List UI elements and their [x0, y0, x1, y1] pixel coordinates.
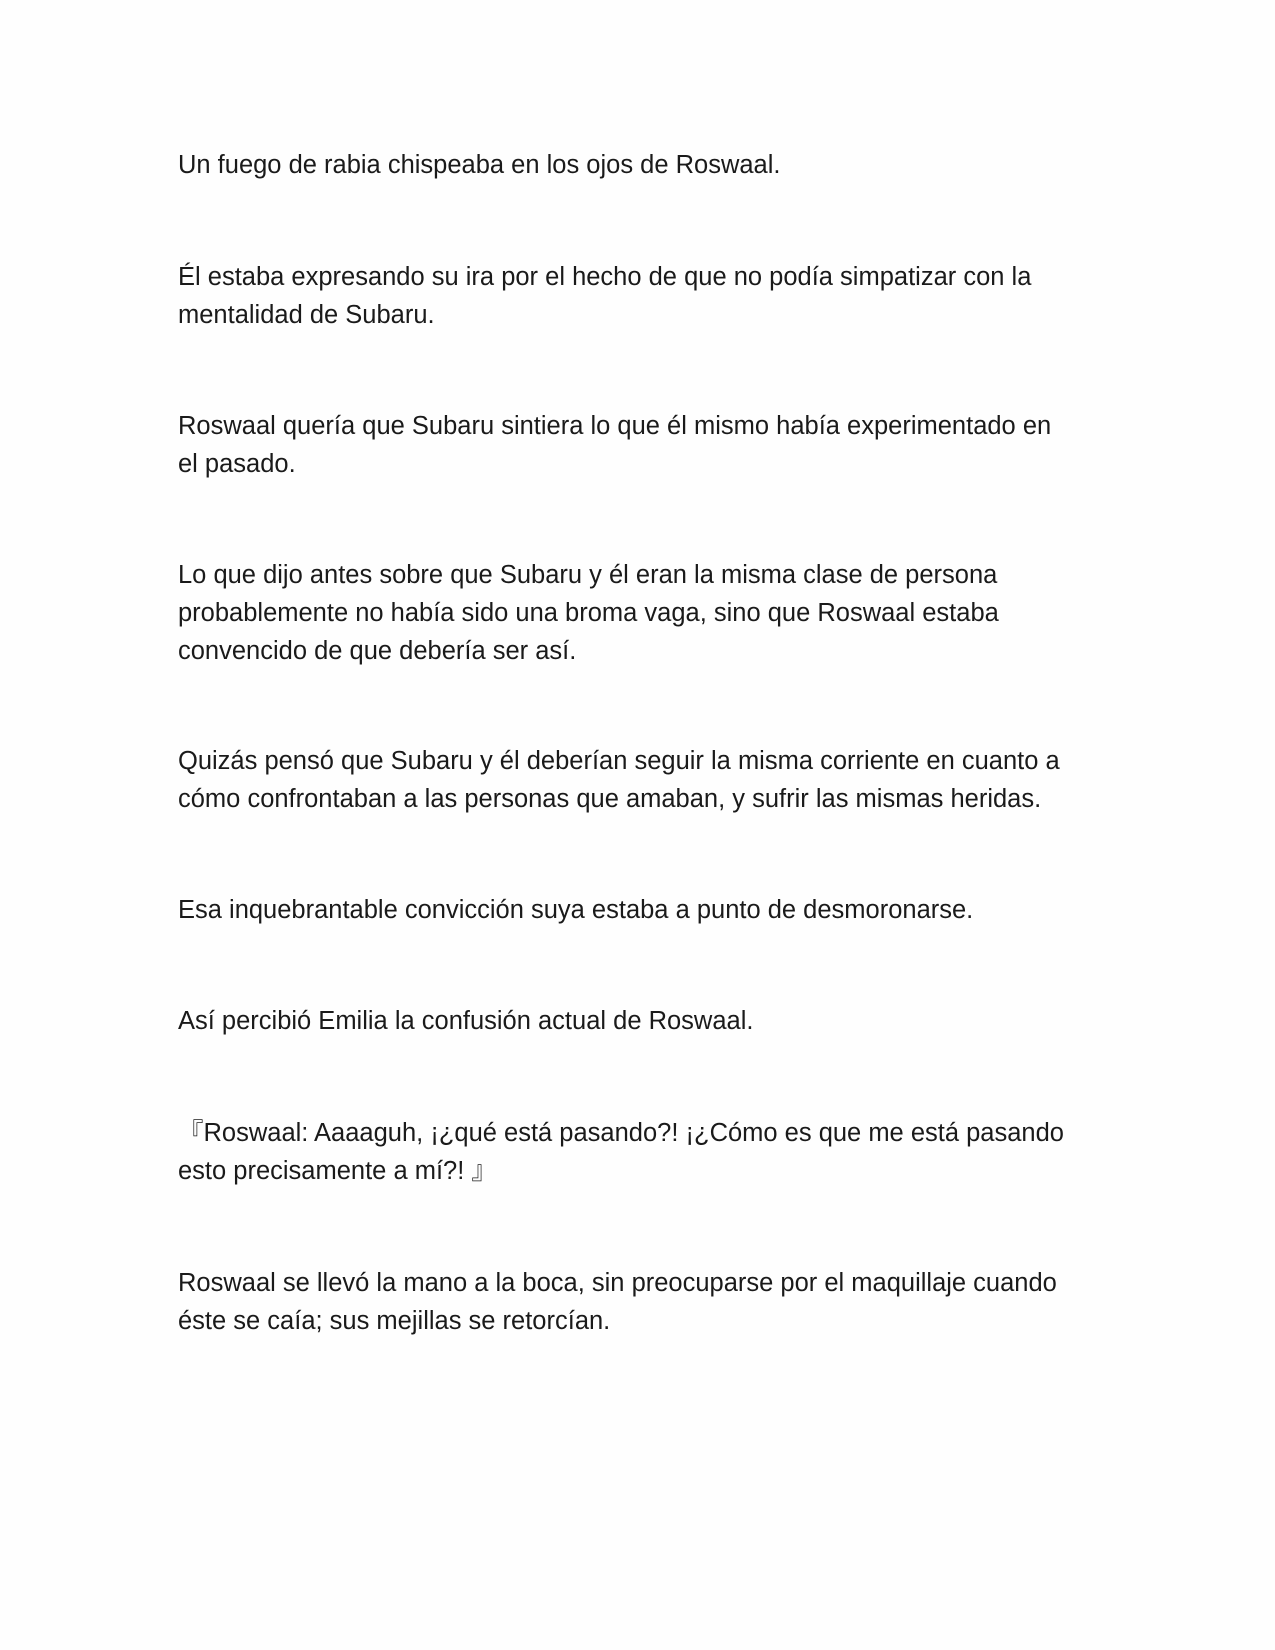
paragraph-9: Roswaal se llevó la mano a la boca, sin preocuparse por el maquillaje cuando éste se caía; sus mejillas se retorcían.	[178, 1269, 1057, 1335]
paragraph-7: Así percibió Emilia la confusión actual de Roswaal.	[178, 1007, 754, 1035]
paragraph-6: Esa inquebrantable convicción suya estaba a punto de desmoronarse.	[178, 896, 974, 924]
paragraph-2: Él estaba expresando su ira por el hecho de que no podía simpatizar con la mentalidad de Subaru.	[178, 263, 1032, 329]
paragraph-3: Roswaal quería que Subaru sintiera lo que él mismo había experimentado en el pasado.	[178, 412, 1052, 478]
paragraph-1: Un fuego de rabia chispeaba en los ojos de Roswaal.	[178, 151, 781, 179]
paragraph-4: Lo que dijo antes sobre que Subaru y él eran la misma clase de persona probablemente no había sido una broma vaga, sino que Roswaal estaba convencido de que debería ser así.	[178, 561, 999, 665]
dialogue-paragraph: 『Roswaal: Aaaaguh, ¡¿qué está pasando?! ¡¿Cómo es que me está pasando esto precisamente a mí?! 』	[178, 1119, 1064, 1185]
paragraph-5: Quizás pensó que Subaru y él deberían seguir la misma corriente en cuanto a cómo confrontaban a las personas que amaban, y sufrir las mismas heridas.	[178, 747, 1060, 813]
